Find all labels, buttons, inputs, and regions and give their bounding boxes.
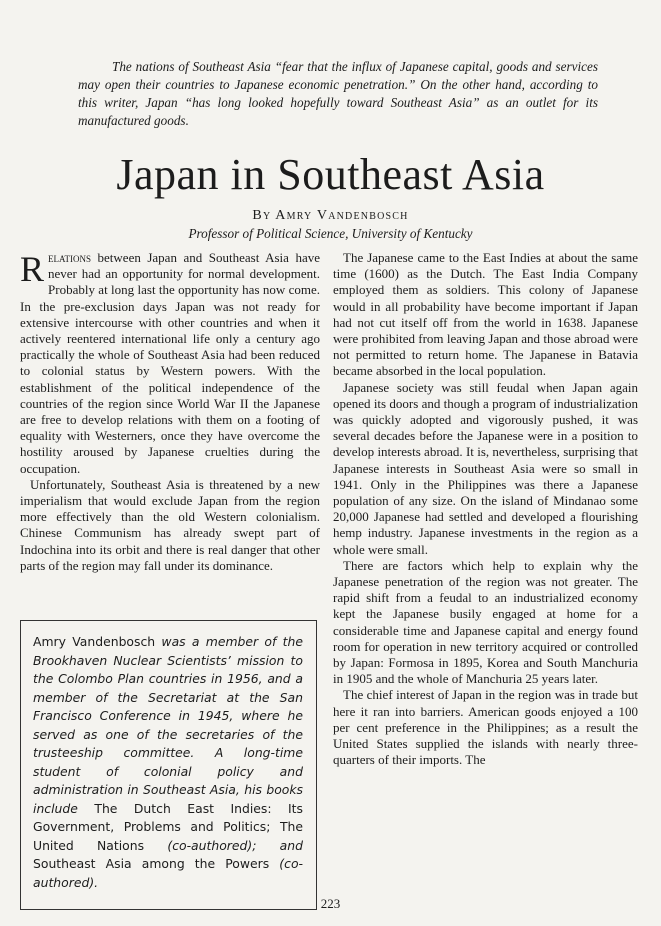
right-paragraph-1: The Japanese came to the East Indies at about the same time (1600) as the Dutch. The East India Company employed them as soldiers. This colony of Japanese would in all probability have become important if Japan had not cut itself off from the world in 1638. Japanese were prohibited from leaving Japan and those abroad were not permitted to return home. The Japanese in Batavia became absorbed in the local population.	[333, 250, 638, 379]
author-bio-text	[33, 633, 303, 892]
page-number: 223	[320, 896, 341, 911]
right-column	[333, 250, 638, 769]
bio-text-2: (co-authored); and	[144, 837, 303, 853]
bio-author-name: Amry Vandenbosch	[33, 634, 156, 649]
right-paragraph-3: There are factors which help to explain why the Japanese penetration of the region was not greater. The rapid shift from a feudal to an industrialized economy kept the Japanese busily engaged at home for a considerable time and Japanese capital and energy found room for operation in new territory acquired or controlled by Japan: Formosa in 1895, Korea and South Manchuria in 1905 and the whole of Manchuria 25 years later.	[333, 557, 638, 687]
right-paragraph-4: The chief interest of Japan in the region was in trade but here it ran into barriers. American goods enjoyed a 100 per cent preference in the Philippines; as a result the United States supplied the islands with nearly three-quarters of their imports. The	[333, 687, 638, 768]
author-bio-box	[20, 620, 317, 910]
bio-text-3: (co-authored).	[33, 856, 303, 890]
left-paragraph-2: Unfortunately, Southeast Asia is threatened by a new imperialism that would exclude Japan from the region more effectively than the old Western colonialism. Chinese Communism has already swept part of Indochina into its orbit and there is real danger that other parts of the region may fall under its dominance.	[20, 476, 320, 573]
author-affiliation: Professor of Political Science, University of Kentucky	[188, 226, 473, 241]
right-paragraph-2: Japanese society was still feudal when Japan again opened its doors and though a program of industrialization was quickly adopted and vigorously pushed, it was several decades before the Japanese were in a position to develop interests abroad. It is, nevertheless, surprising that Japanese interests in Southeast Asia were so small in 1941. Only in the Philippines was there a Japanese population of any size. On the island of Mindanao some 20,000 Japanese had settled and developed a flourishing hemp industry. Japanese investments in the region as a whole were small.	[333, 379, 638, 557]
intro-blurb: The nations of Southeast Asia “fear that the influx of Japanese capital, goods and services may open their countries to Japanese economic penetration.” On the other hand, according to this writer, Japan “has long looked hopefully toward Southeast Asia” as an outlet for its manufactured goods.	[78, 59, 598, 128]
byline: By Amry Vandenbosch	[252, 208, 409, 223]
bio-book-2: Southeast Asia among the Powers	[33, 856, 270, 871]
bio-text-1: was a member of the Brookhaven Nuclear Scientists’ mission to the Colombo Plan countries in 1956, and a member of the Secretariat at the San Francisco Conference in 1945, where he served as one of the secretaries of the trusteeship committee. A long-time student of colonial policy and administration in Southeast Asia, his books include	[33, 634, 304, 816]
left-paragraph-1-text: between Japan and Southeast Asia have never had an opportunity for normal development. Probably at long last the opportunity has now come. In the pre-exclusion days Japan was not ready for extensive intercourse with other countries and when it actively reentered international life only a century ago practically the whole of Southeast Asia had been reduced to colonial status by Western powers. With the establishment of the political independence of the countries of the region since World War II the Japanese are free to develop relations with them on a footing of equality with Westerners, once they have overcome the hostility aroused by Japanese cruelties during the occupation.	[20, 250, 320, 476]
lead-word: elations	[48, 250, 92, 265]
article-title: Japan in Southeast Asia	[116, 150, 545, 199]
drop-cap: R	[20, 249, 45, 289]
left-paragraph-1	[20, 250, 320, 477]
bio-book-1: The Dutch East Indies: Its Government, Problems and Politics; The United Nations	[33, 800, 303, 853]
left-column	[20, 250, 320, 574]
